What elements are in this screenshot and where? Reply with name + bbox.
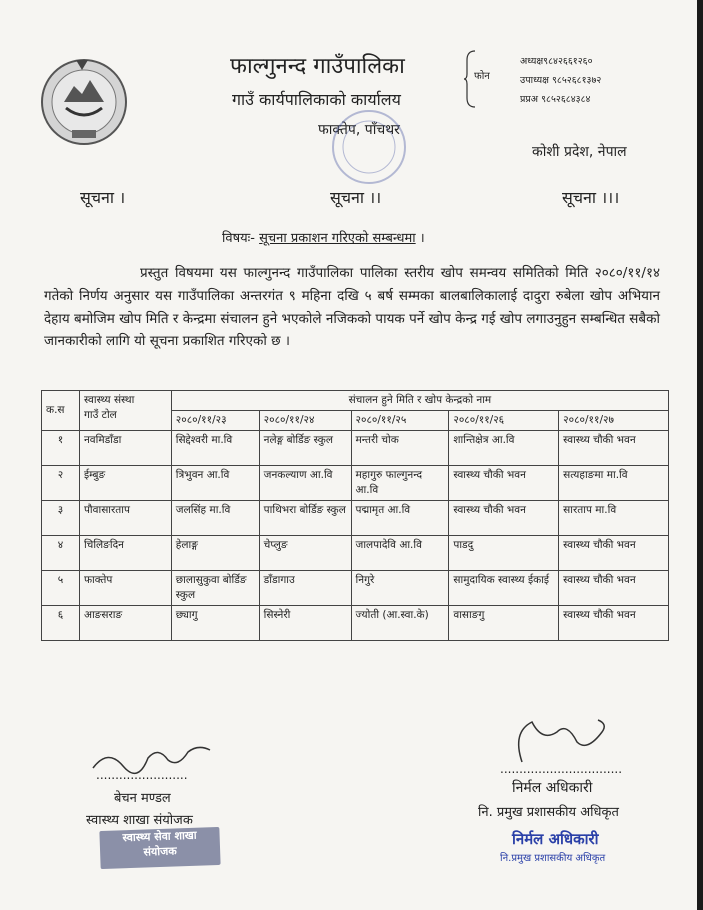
row-place: नवमिडाँडा: [79, 431, 171, 466]
phone-chair: अध्यक्ष९८४२६६१२६०: [520, 56, 593, 67]
row-center: स्वास्थ्य चौकी भवन: [449, 466, 559, 501]
row-center: जनकल्याण आ.वि: [259, 466, 351, 501]
row-place: फाक्तेप: [79, 571, 171, 606]
left-signature-line: ........................: [96, 768, 188, 782]
row-sn: ६: [42, 606, 80, 641]
left-stamp-line2: संयोजक: [143, 844, 177, 859]
row-center: छ्यागु: [171, 606, 259, 641]
row-center: नलेङ्ग बोर्डिङ स्कुल: [259, 431, 351, 466]
vaccination-schedule-table: [41, 390, 669, 641]
subject-text: सूचना प्रकाशन गरिएको सम्बन्धमा: [259, 231, 416, 246]
province: कोशी प्रदेश, नेपाल: [532, 144, 627, 160]
notice-label-2: सूचना ।।: [330, 188, 382, 207]
notice-label-3: सूचना ।।।: [562, 188, 620, 207]
row-center: सिस्नेरी: [259, 606, 351, 641]
row-center: सामुदायिक स्वास्थ्य ईकाई: [449, 571, 559, 606]
nepal-emblem-icon: [36, 52, 132, 148]
right-signer-name: निर्मल अधिकारी: [512, 780, 593, 796]
row-center: डाँडागाउ: [259, 571, 351, 606]
row-sn: ४: [42, 536, 80, 571]
row-place: ईम्बुङ: [79, 466, 171, 501]
table-row: [42, 466, 669, 501]
row-sn: २: [42, 466, 80, 501]
row-place: पौवासारताप: [79, 501, 171, 536]
left-stamp-line1: स्वास्थ्य सेवा शाखा: [122, 828, 197, 845]
row-center: सिद्देश्वरी मा.वि: [171, 431, 259, 466]
row-center: स्वास्थ्य चौकी भवन: [559, 536, 669, 571]
date-header: २०८०/११/२५: [351, 411, 449, 431]
row-center: छालासुकुवा बोर्डिङ स्कुल: [171, 571, 259, 606]
row-center: पाडदु: [449, 536, 559, 571]
row-sn: १: [42, 431, 80, 466]
row-center: हेलाङ्ग: [171, 536, 259, 571]
date-header: २०८०/११/२४: [259, 411, 351, 431]
col-sn-header: क.स: [42, 391, 80, 431]
table-row: [42, 536, 669, 571]
subject-line: [222, 228, 425, 246]
row-center: सारताप मा.वि: [559, 501, 669, 536]
table-row: [42, 606, 669, 641]
page-edge: [697, 0, 703, 910]
row-center: महागुरु फाल्गुनन्द आ.वि: [351, 466, 449, 501]
table-header-row: [42, 391, 669, 411]
row-center: चेप्लुङ: [259, 536, 351, 571]
row-center: निगुरे: [351, 571, 449, 606]
table-row: [42, 431, 669, 466]
group-header: संचालन हुने मिति र खोप केन्द्रको नाम: [171, 391, 668, 411]
left-signer-title: स्वास्थ्य शाखा संयोजक: [86, 813, 193, 828]
row-center: ज्योती (आ.स्वा.के): [351, 606, 449, 641]
row-center: जालपादेवि आ.वि: [351, 536, 449, 571]
notice-body: [44, 262, 660, 353]
row-place: आङसराङ: [79, 606, 171, 641]
right-signature-line: ................................: [500, 762, 623, 776]
date-header: २०८०/११/२३: [171, 411, 259, 431]
subject-prefix: विषयः-: [222, 231, 260, 246]
right-stamp-title: नि.प्रमुख प्रशासकीय अधिकृत: [500, 853, 606, 864]
col-org-header: [79, 391, 171, 431]
notice-label-1: सूचना ।: [80, 188, 126, 207]
date-header: २०८०/११/२७: [559, 411, 669, 431]
right-stamp-name: निर्मल अधिकारी: [512, 830, 599, 848]
row-center: सत्यहाङमा मा.वि: [559, 466, 669, 501]
row-place: चिलिङदिन: [79, 536, 171, 571]
row-center: त्रिभुवन आ.वि: [171, 466, 259, 501]
office-address: फाक्तेप, पाँचथर: [318, 122, 400, 138]
row-center: जलसिंह मा.वि: [171, 501, 259, 536]
row-center: शान्तिक्षेत्र आ.वि: [449, 431, 559, 466]
row-center: स्वास्थ्य चौकी भवन: [559, 571, 669, 606]
signature-right-icon: [502, 712, 612, 768]
row-sn: ५: [42, 571, 80, 606]
row-center: स्वास्थ्य चौकी भवन: [449, 501, 559, 536]
phone-vice-chair: उपाध्यक्ष ९८५२६८१३७२: [520, 75, 602, 86]
row-sn: ३: [42, 501, 80, 536]
table-row: [42, 571, 669, 606]
left-stamp: [99, 827, 220, 869]
table-row: [42, 501, 669, 536]
row-center: स्वास्थ्य चौकी भवन: [559, 606, 669, 641]
office-seal: [330, 108, 408, 186]
right-signer-title: नि. प्रमुख प्रशासकीय अधिकृत: [478, 805, 619, 820]
body-text: प्रस्तुत विषयमा यस फाल्गुनन्द गाउँपालिका पालिका स्तरीय खोप समन्वय समितिको मिति २०८०/११/१४ गतेको निर्णय अनुसार यस गाउँपालिका अन्तरगंत ९ महिना दखि ५ बर्ष सम्मका बालबालिकालाई दादुरा रुबेला खोप अभियान देहाय बमोजिम खोप मिति र केन्द्रमा संचालन हुने भएकोले नजिकको पायक पर्ने खोप केन्द्र गई खोप लगाउनुहुन सम्बन्धित सबैको जानकारीको लागि यो सूचना प्रकाशित गरिएको छ ।: [44, 265, 660, 350]
office-subtitle: गाउँ कार्यपालिकाको कार्यालय: [232, 90, 401, 109]
col-org-line1: स्वास्थ्य संस्था: [83, 394, 135, 406]
office-title: फाल्गुनन्द गाउँपालिका: [230, 54, 405, 79]
phone-cao: प्रप्रअ ९८५२६८४३८४: [520, 94, 591, 105]
row-center: पाथिभरा बोर्डिङ स्कुल: [259, 501, 351, 536]
row-center: वासाङगु: [449, 606, 559, 641]
col-org-line2: गाउँ टोल: [83, 409, 117, 421]
row-center: पद्मामृत आ.वि: [351, 501, 449, 536]
phone-label: फोन: [474, 71, 490, 82]
left-signer-name: बेचन मण्डल: [114, 791, 171, 806]
date-header: २०८०/११/२६: [449, 411, 559, 431]
subject-suffix: ।: [415, 231, 425, 246]
row-center: स्वास्थ्य चौकी भवन: [559, 431, 669, 466]
row-center: मन्तरी चोक: [351, 431, 449, 466]
